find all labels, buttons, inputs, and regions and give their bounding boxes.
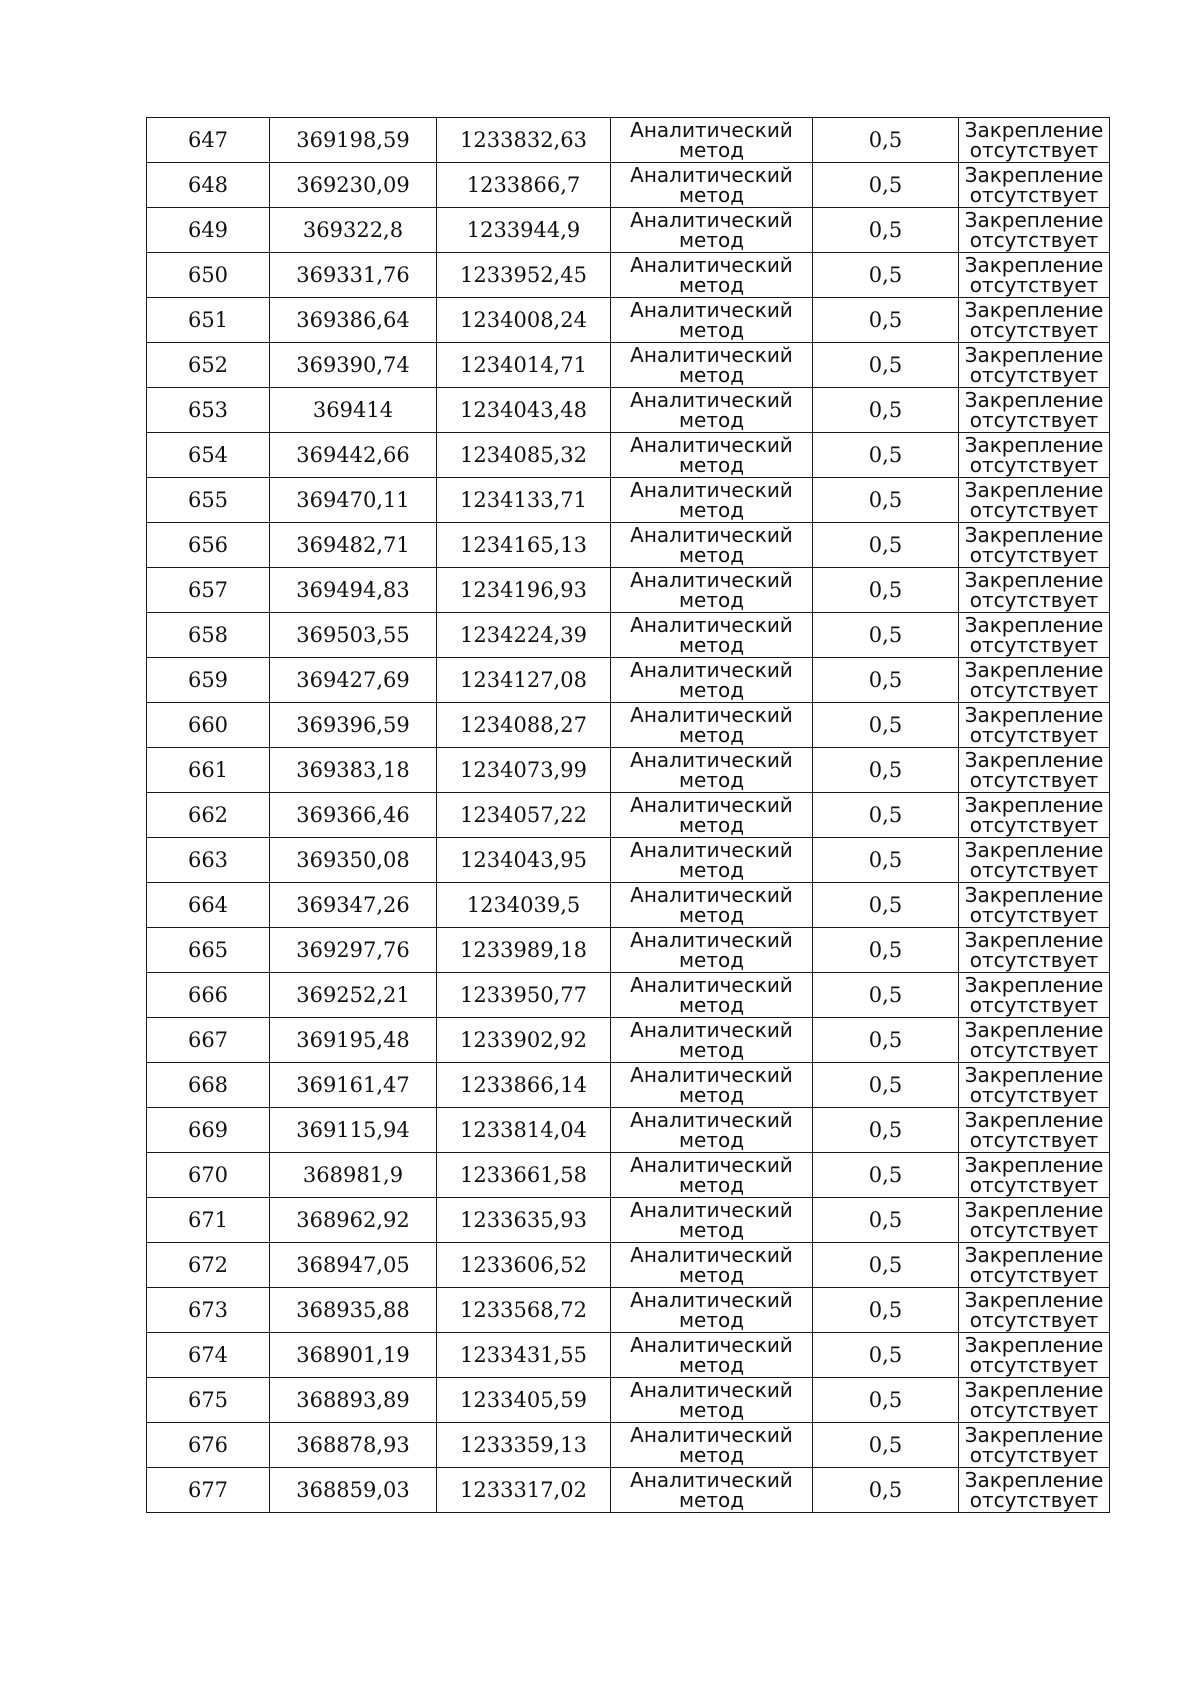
point-number-cell: 659 bbox=[147, 658, 270, 703]
table-row bbox=[147, 1153, 1110, 1198]
x-coordinate-cell: 368859,03 bbox=[270, 1468, 437, 1513]
method-cell: Аналитический метод bbox=[611, 613, 813, 658]
point-number-cell: 651 bbox=[147, 298, 270, 343]
fixing-cell: Закрепление отсутствует bbox=[959, 118, 1110, 163]
table-row bbox=[147, 118, 1110, 163]
method-cell: Аналитический метод bbox=[611, 1108, 813, 1153]
fixing-cell: Закрепление отсутствует bbox=[959, 658, 1110, 703]
method-cell: Аналитический метод bbox=[611, 973, 813, 1018]
x-coordinate-cell: 368878,93 bbox=[270, 1423, 437, 1468]
y-coordinate-cell: 1234127,08 bbox=[437, 658, 611, 703]
x-coordinate-cell: 369252,21 bbox=[270, 973, 437, 1018]
y-coordinate-cell: 1234014,71 bbox=[437, 343, 611, 388]
y-coordinate-cell: 1233866,14 bbox=[437, 1063, 611, 1108]
accuracy-cell: 0,5 bbox=[813, 1378, 959, 1423]
accuracy-cell: 0,5 bbox=[813, 1468, 959, 1513]
fixing-cell: Закрепление отсутствует bbox=[959, 928, 1110, 973]
accuracy-cell: 0,5 bbox=[813, 1108, 959, 1153]
accuracy-cell: 0,5 bbox=[813, 748, 959, 793]
accuracy-cell: 0,5 bbox=[813, 1018, 959, 1063]
x-coordinate-cell: 369230,09 bbox=[270, 163, 437, 208]
accuracy-cell: 0,5 bbox=[813, 838, 959, 883]
y-coordinate-cell: 1233405,59 bbox=[437, 1378, 611, 1423]
fixing-cell: Закрепление отсутствует bbox=[959, 973, 1110, 1018]
x-coordinate-cell: 369442,66 bbox=[270, 433, 437, 478]
point-number-cell: 677 bbox=[147, 1468, 270, 1513]
point-number-cell: 654 bbox=[147, 433, 270, 478]
fixing-cell: Закрепление отсутствует bbox=[959, 1243, 1110, 1288]
table-row bbox=[147, 1468, 1110, 1513]
method-cell: Аналитический метод bbox=[611, 1153, 813, 1198]
accuracy-cell: 0,5 bbox=[813, 118, 959, 163]
y-coordinate-cell: 1233431,55 bbox=[437, 1333, 611, 1378]
method-cell: Аналитический метод bbox=[611, 523, 813, 568]
x-coordinate-cell: 369427,69 bbox=[270, 658, 437, 703]
table-row bbox=[147, 1198, 1110, 1243]
table-row bbox=[147, 1288, 1110, 1333]
fixing-cell: Закрепление отсутствует bbox=[959, 613, 1110, 658]
method-cell: Аналитический метод bbox=[611, 118, 813, 163]
accuracy-cell: 0,5 bbox=[813, 298, 959, 343]
method-cell: Аналитический метод bbox=[611, 343, 813, 388]
x-coordinate-cell: 369331,76 bbox=[270, 253, 437, 298]
fixing-cell: Закрепление отсутствует bbox=[959, 1378, 1110, 1423]
point-number-cell: 647 bbox=[147, 118, 270, 163]
table-row bbox=[147, 253, 1110, 298]
fixing-cell: Закрепление отсутствует bbox=[959, 1423, 1110, 1468]
table-row bbox=[147, 1243, 1110, 1288]
point-number-cell: 676 bbox=[147, 1423, 270, 1468]
accuracy-cell: 0,5 bbox=[813, 928, 959, 973]
fixing-cell: Закрепление отсутствует bbox=[959, 883, 1110, 928]
fixing-cell: Закрепление отсутствует bbox=[959, 343, 1110, 388]
fixing-cell: Закрепление отсутствует bbox=[959, 208, 1110, 253]
point-number-cell: 673 bbox=[147, 1288, 270, 1333]
point-number-cell: 662 bbox=[147, 793, 270, 838]
method-cell: Аналитический метод bbox=[611, 1333, 813, 1378]
fixing-cell: Закрепление отсутствует bbox=[959, 1288, 1110, 1333]
table-row bbox=[147, 1108, 1110, 1153]
y-coordinate-cell: 1233568,72 bbox=[437, 1288, 611, 1333]
method-cell: Аналитический метод bbox=[611, 208, 813, 253]
y-coordinate-cell: 1234165,13 bbox=[437, 523, 611, 568]
accuracy-cell: 0,5 bbox=[813, 343, 959, 388]
table-row bbox=[147, 388, 1110, 433]
accuracy-cell: 0,5 bbox=[813, 793, 959, 838]
y-coordinate-cell: 1234224,39 bbox=[437, 613, 611, 658]
table-row bbox=[147, 523, 1110, 568]
table-body bbox=[147, 118, 1110, 1513]
point-number-cell: 663 bbox=[147, 838, 270, 883]
fixing-cell: Закрепление отсутствует bbox=[959, 1063, 1110, 1108]
point-number-cell: 658 bbox=[147, 613, 270, 658]
method-cell: Аналитический метод bbox=[611, 433, 813, 478]
x-coordinate-cell: 368962,92 bbox=[270, 1198, 437, 1243]
table-row bbox=[147, 1423, 1110, 1468]
fixing-cell: Закрепление отсутствует bbox=[959, 793, 1110, 838]
table-row bbox=[147, 208, 1110, 253]
point-number-cell: 656 bbox=[147, 523, 270, 568]
table-row bbox=[147, 163, 1110, 208]
table-row bbox=[147, 838, 1110, 883]
accuracy-cell: 0,5 bbox=[813, 1333, 959, 1378]
x-coordinate-cell: 368893,89 bbox=[270, 1378, 437, 1423]
table-row bbox=[147, 568, 1110, 613]
table-row bbox=[147, 343, 1110, 388]
table-row bbox=[147, 928, 1110, 973]
x-coordinate-cell: 369195,48 bbox=[270, 1018, 437, 1063]
point-number-cell: 660 bbox=[147, 703, 270, 748]
y-coordinate-cell: 1233989,18 bbox=[437, 928, 611, 973]
method-cell: Аналитический метод bbox=[611, 1198, 813, 1243]
x-coordinate-cell: 369198,59 bbox=[270, 118, 437, 163]
table-row bbox=[147, 1063, 1110, 1108]
fixing-cell: Закрепление отсутствует bbox=[959, 838, 1110, 883]
y-coordinate-cell: 1233606,52 bbox=[437, 1243, 611, 1288]
fixing-cell: Закрепление отсутствует bbox=[959, 748, 1110, 793]
method-cell: Аналитический метод bbox=[611, 883, 813, 928]
point-number-cell: 666 bbox=[147, 973, 270, 1018]
table-row bbox=[147, 883, 1110, 928]
method-cell: Аналитический метод bbox=[611, 703, 813, 748]
method-cell: Аналитический метод bbox=[611, 793, 813, 838]
accuracy-cell: 0,5 bbox=[813, 1243, 959, 1288]
table-row bbox=[147, 1018, 1110, 1063]
point-number-cell: 665 bbox=[147, 928, 270, 973]
x-coordinate-cell: 369115,94 bbox=[270, 1108, 437, 1153]
y-coordinate-cell: 1233902,92 bbox=[437, 1018, 611, 1063]
accuracy-cell: 0,5 bbox=[813, 1153, 959, 1198]
x-coordinate-cell: 369297,76 bbox=[270, 928, 437, 973]
accuracy-cell: 0,5 bbox=[813, 613, 959, 658]
method-cell: Аналитический метод bbox=[611, 1243, 813, 1288]
fixing-cell: Закрепление отсутствует bbox=[959, 388, 1110, 433]
point-number-cell: 668 bbox=[147, 1063, 270, 1108]
fixing-cell: Закрепление отсутствует bbox=[959, 433, 1110, 478]
point-number-cell: 671 bbox=[147, 1198, 270, 1243]
point-number-cell: 669 bbox=[147, 1108, 270, 1153]
accuracy-cell: 0,5 bbox=[813, 388, 959, 433]
accuracy-cell: 0,5 bbox=[813, 568, 959, 613]
method-cell: Аналитический метод bbox=[611, 568, 813, 613]
y-coordinate-cell: 1234085,32 bbox=[437, 433, 611, 478]
y-coordinate-cell: 1233866,7 bbox=[437, 163, 611, 208]
y-coordinate-cell: 1233832,63 bbox=[437, 118, 611, 163]
method-cell: Аналитический метод bbox=[611, 1288, 813, 1333]
x-coordinate-cell: 368981,9 bbox=[270, 1153, 437, 1198]
point-number-cell: 653 bbox=[147, 388, 270, 433]
table-row bbox=[147, 1333, 1110, 1378]
point-number-cell: 667 bbox=[147, 1018, 270, 1063]
x-coordinate-cell: 368935,88 bbox=[270, 1288, 437, 1333]
accuracy-cell: 0,5 bbox=[813, 163, 959, 208]
method-cell: Аналитический метод bbox=[611, 298, 813, 343]
table-row bbox=[147, 613, 1110, 658]
y-coordinate-cell: 1233359,13 bbox=[437, 1423, 611, 1468]
y-coordinate-cell: 1234057,22 bbox=[437, 793, 611, 838]
x-coordinate-cell: 369503,55 bbox=[270, 613, 437, 658]
method-cell: Аналитический метод bbox=[611, 1423, 813, 1468]
method-cell: Аналитический метод bbox=[611, 1378, 813, 1423]
x-coordinate-cell: 369390,74 bbox=[270, 343, 437, 388]
fixing-cell: Закрепление отсутствует bbox=[959, 478, 1110, 523]
y-coordinate-cell: 1233317,02 bbox=[437, 1468, 611, 1513]
y-coordinate-cell: 1234133,71 bbox=[437, 478, 611, 523]
y-coordinate-cell: 1234043,48 bbox=[437, 388, 611, 433]
method-cell: Аналитический метод bbox=[611, 748, 813, 793]
point-number-cell: 649 bbox=[147, 208, 270, 253]
y-coordinate-cell: 1234008,24 bbox=[437, 298, 611, 343]
y-coordinate-cell: 1233952,45 bbox=[437, 253, 611, 298]
fixing-cell: Закрепление отсутствует bbox=[959, 298, 1110, 343]
method-cell: Аналитический метод bbox=[611, 1468, 813, 1513]
x-coordinate-cell: 369322,8 bbox=[270, 208, 437, 253]
x-coordinate-cell: 369161,47 bbox=[270, 1063, 437, 1108]
x-coordinate-cell: 369470,11 bbox=[270, 478, 437, 523]
x-coordinate-cell: 369386,64 bbox=[270, 298, 437, 343]
fixing-cell: Закрепление отсутствует bbox=[959, 523, 1110, 568]
table-row bbox=[147, 748, 1110, 793]
method-cell: Аналитический метод bbox=[611, 478, 813, 523]
x-coordinate-cell: 369366,46 bbox=[270, 793, 437, 838]
point-number-cell: 648 bbox=[147, 163, 270, 208]
method-cell: Аналитический метод bbox=[611, 928, 813, 973]
fixing-cell: Закрепление отсутствует bbox=[959, 703, 1110, 748]
x-coordinate-cell: 369347,26 bbox=[270, 883, 437, 928]
point-number-cell: 670 bbox=[147, 1153, 270, 1198]
table-row bbox=[147, 1378, 1110, 1423]
fixing-cell: Закрепление отсутствует bbox=[959, 163, 1110, 208]
fixing-cell: Закрепление отсутствует bbox=[959, 253, 1110, 298]
coordinates-table bbox=[146, 117, 1110, 1513]
table-row bbox=[147, 973, 1110, 1018]
x-coordinate-cell: 369383,18 bbox=[270, 748, 437, 793]
point-number-cell: 650 bbox=[147, 253, 270, 298]
y-coordinate-cell: 1234088,27 bbox=[437, 703, 611, 748]
fixing-cell: Закрепление отсутствует bbox=[959, 1018, 1110, 1063]
fixing-cell: Закрепление отсутствует bbox=[959, 1153, 1110, 1198]
table-row bbox=[147, 433, 1110, 478]
table-row bbox=[147, 478, 1110, 523]
y-coordinate-cell: 1233950,77 bbox=[437, 973, 611, 1018]
accuracy-cell: 0,5 bbox=[813, 1063, 959, 1108]
x-coordinate-cell: 369482,71 bbox=[270, 523, 437, 568]
fixing-cell: Закрепление отсутствует bbox=[959, 1108, 1110, 1153]
y-coordinate-cell: 1234073,99 bbox=[437, 748, 611, 793]
table-row bbox=[147, 793, 1110, 838]
y-coordinate-cell: 1234043,95 bbox=[437, 838, 611, 883]
accuracy-cell: 0,5 bbox=[813, 703, 959, 748]
point-number-cell: 661 bbox=[147, 748, 270, 793]
x-coordinate-cell: 369350,08 bbox=[270, 838, 437, 883]
method-cell: Аналитический метод bbox=[611, 658, 813, 703]
point-number-cell: 675 bbox=[147, 1378, 270, 1423]
accuracy-cell: 0,5 bbox=[813, 478, 959, 523]
y-coordinate-cell: 1234039,5 bbox=[437, 883, 611, 928]
x-coordinate-cell: 368947,05 bbox=[270, 1243, 437, 1288]
accuracy-cell: 0,5 bbox=[813, 208, 959, 253]
y-coordinate-cell: 1233944,9 bbox=[437, 208, 611, 253]
accuracy-cell: 0,5 bbox=[813, 1288, 959, 1333]
accuracy-cell: 0,5 bbox=[813, 883, 959, 928]
fixing-cell: Закрепление отсутствует bbox=[959, 1333, 1110, 1378]
table-row bbox=[147, 703, 1110, 748]
x-coordinate-cell: 369414 bbox=[270, 388, 437, 433]
fixing-cell: Закрепление отсутствует bbox=[959, 568, 1110, 613]
method-cell: Аналитический метод bbox=[611, 253, 813, 298]
fixing-cell: Закрепление отсутствует bbox=[959, 1468, 1110, 1513]
x-coordinate-cell: 369396,59 bbox=[270, 703, 437, 748]
point-number-cell: 657 bbox=[147, 568, 270, 613]
method-cell: Аналитический метод bbox=[611, 838, 813, 883]
point-number-cell: 674 bbox=[147, 1333, 270, 1378]
point-number-cell: 655 bbox=[147, 478, 270, 523]
point-number-cell: 664 bbox=[147, 883, 270, 928]
accuracy-cell: 0,5 bbox=[813, 1423, 959, 1468]
point-number-cell: 652 bbox=[147, 343, 270, 388]
x-coordinate-cell: 369494,83 bbox=[270, 568, 437, 613]
y-coordinate-cell: 1233635,93 bbox=[437, 1198, 611, 1243]
accuracy-cell: 0,5 bbox=[813, 658, 959, 703]
method-cell: Аналитический метод bbox=[611, 1063, 813, 1108]
y-coordinate-cell: 1233661,58 bbox=[437, 1153, 611, 1198]
table-row bbox=[147, 658, 1110, 703]
method-cell: Аналитический метод bbox=[611, 388, 813, 433]
table-row bbox=[147, 298, 1110, 343]
accuracy-cell: 0,5 bbox=[813, 973, 959, 1018]
accuracy-cell: 0,5 bbox=[813, 523, 959, 568]
y-coordinate-cell: 1233814,04 bbox=[437, 1108, 611, 1153]
method-cell: Аналитический метод bbox=[611, 1018, 813, 1063]
method-cell: Аналитический метод bbox=[611, 163, 813, 208]
y-coordinate-cell: 1234196,93 bbox=[437, 568, 611, 613]
fixing-cell: Закрепление отсутствует bbox=[959, 1198, 1110, 1243]
accuracy-cell: 0,5 bbox=[813, 253, 959, 298]
point-number-cell: 672 bbox=[147, 1243, 270, 1288]
accuracy-cell: 0,5 bbox=[813, 1198, 959, 1243]
x-coordinate-cell: 368901,19 bbox=[270, 1333, 437, 1378]
accuracy-cell: 0,5 bbox=[813, 433, 959, 478]
